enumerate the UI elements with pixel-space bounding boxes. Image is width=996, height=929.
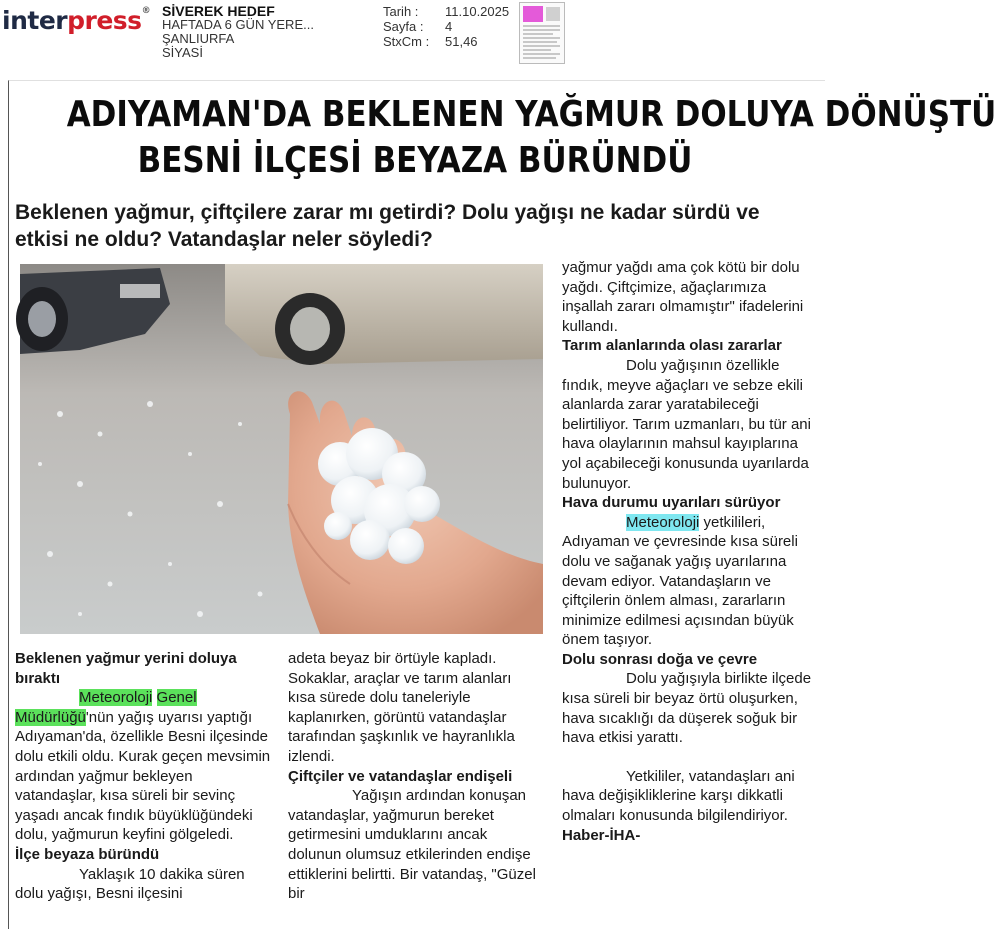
article-column-1 <box>15 649 277 904</box>
subheading-rain-to-hail: Beklenen yağmur yerini doluya bıraktı <box>15 650 237 687</box>
date-label: Tarih : <box>383 4 419 19</box>
highlighted-keyword: Genel <box>156 689 197 707</box>
clipping-meta <box>383 4 509 49</box>
clipping-header <box>0 0 825 80</box>
article-deck: Beklenen yağmur, çiftçilere zarar mı getirdi? Dolu yağışı ne kadar sürdü ve etkisi ne oldu? Vatandaşlar neler söyledi? <box>15 201 760 251</box>
date-value: 11.10.2025 <box>445 4 510 19</box>
newspaper-page-thumbnail-icon[interactable] <box>519 2 565 64</box>
hail-in-hand-photo <box>20 264 543 634</box>
publication-info <box>162 4 314 60</box>
hail-photo-illustration <box>20 264 543 634</box>
page-label: Sayfa : <box>383 19 424 34</box>
article-column-3 <box>562 258 820 845</box>
headline-line-2: BESNİ İLÇESİ BEYAZA BÜRÜNDÜ <box>137 140 693 181</box>
paragraph: Dolu yağışıyla birlikte ilçede kısa süreli bir beyaz örtü oluşurken, hava sıcaklığı da düşerek soğuk bir hava etkisi yarattı. <box>562 670 812 747</box>
publication-name: SİVEREK HEDEF <box>162 3 275 19</box>
highlighted-keyword: Meteoroloji <box>626 513 700 531</box>
article-headline <box>66 92 996 184</box>
interpress-logo: interpress® <box>2 6 151 35</box>
subheading-weather-warnings: Hava durumu uyarıları sürüyor <box>562 494 781 512</box>
page-value: 4 <box>445 19 453 34</box>
stxcm-label: StxCm : <box>383 34 430 49</box>
article-column-2 <box>288 649 542 904</box>
paragraph: yağmur yağdı ama çok kötü bir dolu yağdı. Çiftçimize, ağaçlarımıza inşallah zararı olmamıştır" ifadelerini kullandı. <box>562 259 804 335</box>
subheading-nature-after-hail: Dolu sonrası doğa ve çevre <box>562 650 758 668</box>
paragraph: Yağışın ardından konuşan vatandaşlar, yağmurun bereket getirmesini umduklarını ancak dolunun olumsuz etkilerinden endişe ettiklerini belirtti. Bir vatandaş, "Güzel bir <box>288 787 536 903</box>
publication-category: SİYASİ <box>162 45 203 60</box>
stxcm-value: 51,46 <box>445 34 478 49</box>
highlighted-keyword: Müdürlüğü <box>15 708 86 726</box>
subheading-farmers-worried: Çiftçiler ve vatandaşlar endişeli <box>288 767 513 785</box>
paragraph: Meteoroloji Genel Müdürlüğü'nün yağış uyarısı yaptığı Adıyaman'da, özellikle Besni ilçesinde dolu etkili oldu. Kurak geçen mevsimin ardından yağmur bekleyen vatandaşlar, kısa süreli bir sevinç yaşadı ancak fındık büyüklüğündeki dolu, yağmurun keyfini gölgeledi. <box>15 689 271 844</box>
publication-frequency: HAFTADA 6 GÜN YERE... <box>162 17 314 32</box>
subheading-agri-damage: Tarım alanlarında olası zararlar <box>562 337 782 355</box>
paragraph: Yaklaşık 10 dakika süren dolu yağışı, Besni ilçesini <box>15 865 245 903</box>
paragraph: adeta beyaz bir örtüyle kapladı. Sokaklar, araçlar ve tarım alanları kısa sürede dolu taneleriyle kaplanırken, görüntü vatandaşlar tarafından şaşkınlık ve hayranlıkla izlendi. <box>288 650 515 765</box>
news-agency-signature: Haber-İHA- <box>562 826 641 844</box>
publication-city: ŞANLIURFA <box>162 31 235 46</box>
paragraph: Meteoroloji yetkilileri, Adıyaman ve çevresinde kısa süreli dolu ve sağanak yağış uyarılarına devam ediyor. Vatandaşların ve çiftçilerin önlem alması, zararların minimize edilmesi açısından büyük önem taşıyor. <box>562 513 798 649</box>
subheading-district-white: İlçe beyaza büründü <box>15 845 160 863</box>
paragraph: Yetkililer, vatandaşları ani hava değişikliklerine karşı dikkatli olmaları konusunda bilgilendiriyor. Haber-İHA- <box>562 767 795 844</box>
paragraph: Dolu yağışının özellikle fındık, meyve ağaçları ve sebze ekili alanlarda zarar yaratabileceği belirtiliyor. Tarım uzmanları, bu tür ani hava olaylarının mahsul kayıplarına yol açabileceği konusunda uyarılarda bulunuyor. <box>562 356 811 492</box>
highlighted-keyword: Meteoroloji <box>79 689 153 707</box>
headline-line-1: ADIYAMAN'DA BEKLENEN YAĞMUR DOLUYA DÖNÜŞTÜ <box>66 94 996 135</box>
